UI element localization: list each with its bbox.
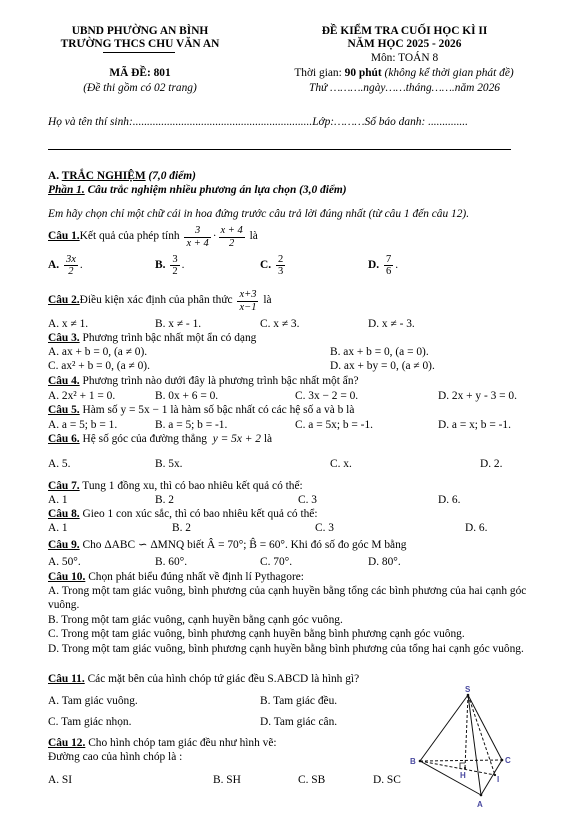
q6-tail: là <box>260 433 273 445</box>
question-6 <box>48 433 546 447</box>
q4-option-a[interactable]: A. 2x² + 1 = 0. <box>48 390 116 402</box>
q7-text: Tung 1 đồng xu, thì có bao nhiêu kết quả có thể: <box>79 480 303 492</box>
q2-option-d[interactable]: D. x ≠ - 3. <box>368 318 415 330</box>
q10-option-d[interactable]: D. Trong một tam giác vuông, bình phương cạnh huyền bằng bình phương của tổng hai cạnh góc vuông. <box>48 643 524 655</box>
q5-option-a[interactable]: A. a = 5; b = 1. <box>48 419 118 431</box>
q1-f2n: x + 4 <box>220 225 243 237</box>
label-s: S <box>465 685 471 694</box>
q2-label: Câu 2. <box>48 294 80 307</box>
pages-note: (Đề thi gồm có 02 trang) <box>83 82 197 94</box>
q1-frac2 <box>219 225 245 248</box>
q2-tail: là <box>263 294 272 307</box>
question-5 <box>48 404 546 418</box>
q4-option-b[interactable]: B. 0x + 6 = 0. <box>155 390 219 402</box>
q9-label: Câu 9. <box>48 539 80 551</box>
q1-b-letter: B. <box>155 259 166 272</box>
time-note: (không kể thời gian phát đề) <box>381 67 514 79</box>
section-prefix: A. <box>48 170 62 182</box>
question-10 <box>48 571 546 585</box>
q7-option-c[interactable]: C. 3 <box>298 494 317 506</box>
apothem-si <box>468 695 495 775</box>
point-h <box>464 767 466 769</box>
q1-a-n: 3x <box>65 254 76 265</box>
point-s <box>467 694 470 697</box>
q7-option-a[interactable]: A. 1 <box>48 494 68 506</box>
q2-fd: x−1 <box>239 301 257 313</box>
q1-d-letter: D. <box>368 259 380 272</box>
q1-c-letter: C. <box>260 259 272 272</box>
question-3 <box>48 332 546 346</box>
instruction: Em hãy chọn chỉ một chữ cái in hoa đứng trước câu trả lời đúng nhất (từ câu 1 đến câu 12). <box>48 208 470 220</box>
q4-text: Phương trình nào dưới đây là phương trình bậc nhất một ẩn? <box>79 375 359 387</box>
edge-sa <box>468 695 481 795</box>
question-8 <box>48 508 546 522</box>
label-a: A <box>477 800 483 809</box>
q7-label: Câu 7. <box>48 480 80 492</box>
q1-frac1 <box>184 225 210 248</box>
q6-text: Hệ số góc của đường thẳng <box>79 433 207 445</box>
section-title <box>48 170 196 184</box>
q6-option-b[interactable]: B. 5x. <box>155 458 183 470</box>
question-1: Câu 1. Kết quả của phép tính $\frac{3}{x + 4}$ · $\frac{x + 4}{2}$ là <box>48 225 258 249</box>
q10-label: Câu 10. <box>48 571 86 583</box>
class-label: Lớp: <box>312 116 335 128</box>
q2-frac <box>237 289 258 312</box>
q1-c-n: 2 <box>277 254 284 265</box>
question-7 <box>48 480 546 494</box>
q3-option-b[interactable]: B. ax + b = 0, (a = 0). <box>330 346 429 358</box>
q8-option-d[interactable]: D. 6. <box>465 522 488 534</box>
q4-option-c[interactable]: C. 3x − 2 = 0. <box>295 390 359 402</box>
q7-option-b[interactable]: B. 2 <box>155 494 174 506</box>
q11-option-b[interactable]: B. Tam giác đều. <box>260 695 338 707</box>
q9-option-b[interactable]: B. 60°. <box>155 556 188 568</box>
pyramid-figure <box>398 683 532 813</box>
q1-label: Câu 1. <box>48 230 80 243</box>
school-year: NĂM HỌC 2025 - 2026 <box>347 38 462 50</box>
q1-d-d: 6 <box>385 266 392 278</box>
q3-text: Phương trình bậc nhất một ẩn có dạng <box>79 332 257 344</box>
label-h: H <box>460 771 466 780</box>
q1-f1n: 3 <box>184 225 210 237</box>
point-c <box>501 759 504 762</box>
district-name: UBND PHƯỜNG AN BÌNH <box>71 25 209 37</box>
time-label: Thời gian: <box>294 67 345 79</box>
q3-option-c[interactable]: C. ax² + b = 0, (a ≠ 0). <box>48 360 150 372</box>
section-points: (7,0 điểm) <box>145 170 196 182</box>
q6-option-a[interactable]: A. 5. <box>48 458 71 470</box>
q5-option-b[interactable]: B. a = 5; b = -1. <box>155 419 228 431</box>
q1-f1d: x + 4 <box>186 237 209 249</box>
point-b <box>419 760 422 763</box>
section-main: TRẮC NGHIỆM <box>61 170 146 182</box>
q1-d-n: 7 <box>385 254 392 265</box>
name-label: Họ và tên thí sinh: <box>48 116 133 128</box>
label-c: C <box>505 756 511 765</box>
class-field[interactable]: ……… <box>334 116 365 128</box>
exam-title: ĐỀ KIỂM TRA CUỐI HỌC KÌ II <box>321 25 488 37</box>
question-9 <box>48 539 546 553</box>
q2-option-a[interactable]: A. x ≠ 1. <box>48 318 89 330</box>
exam-code: MÃ ĐỀ: 801 <box>109 67 171 79</box>
school-underline <box>103 52 175 53</box>
q10-text: Chọn phát biểu đúng nhất về định lí Pythagore: <box>85 571 304 583</box>
part-title <box>48 184 347 198</box>
subject-text: Môn: TOÁN 8 <box>370 52 439 64</box>
q1-c-d: 3 <box>277 266 284 278</box>
question-2 <box>48 286 546 316</box>
q5-option-c[interactable]: C. a = 5x; b = -1. <box>295 419 374 431</box>
q12-text: Cho hình chóp tam giác đều như hình vẽ: <box>85 737 277 749</box>
q12-option-b[interactable]: B. SH <box>213 774 241 786</box>
q9-option-a[interactable]: A. 50°. <box>48 556 81 568</box>
q3-label: Câu 3. <box>48 332 80 344</box>
q1-option-b[interactable]: B. $\frac{3}{2}$ . <box>155 254 185 278</box>
q1-option-d[interactable]: D. $\frac{7}{6}$ . <box>368 254 399 278</box>
date-line: Thứ ……….ngày……tháng…….năm 2026 <box>308 82 500 94</box>
q1-text: Kết quả của phép tính <box>79 230 180 243</box>
q6-label: Câu 6. <box>48 433 80 445</box>
q11-label: Câu 11. <box>48 673 85 685</box>
q8-option-c[interactable]: C. 3 <box>315 522 334 534</box>
q1-option-c[interactable] <box>260 254 287 277</box>
q3-option-a[interactable]: A. ax + b = 0, (a ≠ 0). <box>48 346 148 358</box>
q5-text: Hàm số y = 5x − 1 là hàm số bậc nhất có các hệ số a và b là <box>79 404 355 416</box>
q4-label: Câu 4. <box>48 375 80 387</box>
q1-b-n: 3 <box>172 254 178 265</box>
q9-option-d[interactable]: D. 80°. <box>368 556 401 568</box>
subject <box>262 52 547 66</box>
q2-option-c[interactable]: C. x ≠ 3. <box>260 318 300 330</box>
time-line <box>248 67 560 81</box>
edge-bc <box>420 760 502 761</box>
q12-option-d[interactable]: D. SC <box>373 774 401 786</box>
q4-option-d[interactable]: D. 2x + y - 3 = 0. <box>438 390 517 402</box>
height-sh <box>465 695 468 768</box>
student-info-line <box>48 116 468 130</box>
edge-sc <box>468 695 502 760</box>
point-a <box>480 794 483 797</box>
q8-label: Câu 8. <box>48 508 80 520</box>
divider <box>48 149 511 150</box>
q1-a-d: 2 <box>68 266 74 278</box>
q11-text: Các mặt bên của hình chóp tứ giác đều S.ABCD là hình gì? <box>84 673 360 685</box>
q9-option-c[interactable]: C. 70°. <box>260 556 293 568</box>
q10-option-c[interactable]: C. Trong một tam giác vuông, bình phương cạnh huyền bằng bình phương cạnh góc vuông. <box>48 628 465 640</box>
q11-option-d[interactable]: D. Tam giác cân. <box>260 716 338 728</box>
q9-text: Cho ΔABC ∽ ΔMNQ biết Â = 70°; B̂ = 60°. Khi đó số đo góc M bằng <box>79 539 407 551</box>
q5-label: Câu 5. <box>48 404 80 416</box>
q12-text2: Đường cao của hình chóp là : <box>48 751 183 763</box>
q6-expr: y = 5x + 2 <box>212 433 261 445</box>
q11-option-a[interactable]: A. Tam giác vuông. <box>48 695 138 707</box>
q6-option-c[interactable]: C. x. <box>330 458 352 470</box>
q1-f2d: 2 <box>229 237 235 249</box>
q2-option-b[interactable]: B. x ≠ - 1. <box>155 318 202 330</box>
question-12 <box>48 737 277 751</box>
time-value: 90 phút <box>344 67 382 79</box>
question-4 <box>48 375 546 389</box>
q2-text: Điều kiện xác định của phân thức <box>79 294 233 307</box>
q5-option-d[interactable]: D. a = x; b = -1. <box>438 419 511 431</box>
q8-option-a[interactable]: A. 1 <box>48 522 68 534</box>
name-field[interactable]: ............................................................... <box>132 116 313 128</box>
part-label: Phần 1. <box>48 184 85 196</box>
q12-option-a[interactable]: A. SI <box>48 774 73 786</box>
edge-ba <box>420 761 481 795</box>
q1-b-d: 2 <box>172 266 178 278</box>
sbd-field[interactable]: .............. <box>425 116 468 128</box>
q6-option-d[interactable]: D. 2. <box>480 458 503 470</box>
q1-a-letter: A. <box>48 259 60 272</box>
q7-option-d[interactable]: D. 6. <box>438 494 461 506</box>
edge-sb <box>420 695 468 761</box>
q8-option-b[interactable]: B. 2 <box>172 522 191 534</box>
q3-option-d[interactable]: D. ax + by = 0, (a ≠ 0). <box>330 360 435 372</box>
q12-option-c[interactable]: C. SB <box>298 774 326 786</box>
school-name: TRƯỜNG THCS CHU VĂN AN <box>60 38 220 50</box>
label-i: I <box>497 775 500 784</box>
q1-tail: là <box>249 230 258 243</box>
q2-fn: x+3 <box>239 289 257 301</box>
q12-label: Câu 12. <box>48 737 86 749</box>
q10-option-a[interactable]: A. Trong một tam giác vuông, bình phương của cạnh huyền bằng tổng các bình phương của hai cạnh góc vuông. <box>48 585 527 611</box>
sbd-label: Số báo danh: <box>364 116 426 128</box>
q1-option-a[interactable]: A. $\frac{3x}{2}$ . <box>48 254 83 278</box>
q10-option-b[interactable]: B. Trong một tam giác vuông, cạnh huyền bằng cạnh góc vuông. <box>48 614 343 626</box>
median-bi <box>420 761 495 775</box>
point-i <box>494 774 496 776</box>
label-b: B <box>410 757 416 766</box>
q8-text: Gieo 1 con xúc sắc, thì có bao nhiêu kết quả có thể: <box>79 508 318 520</box>
q11-option-c[interactable]: C. Tam giác nhọn. <box>48 716 132 728</box>
part-text: Câu trắc nghiệm nhiều phương án lựa chọn (3,0 điểm) <box>84 184 347 196</box>
